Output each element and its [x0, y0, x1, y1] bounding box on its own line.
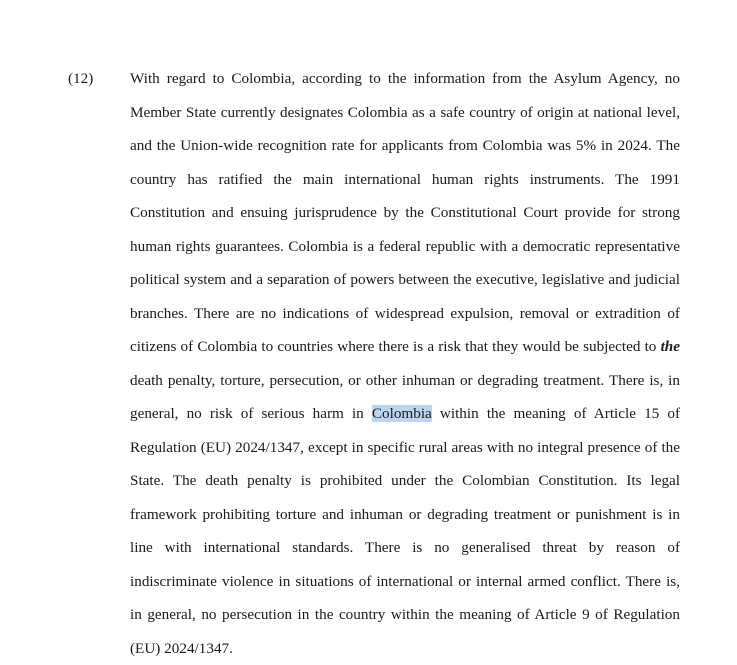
recital-paragraph [68, 62, 680, 665]
paragraph-number: (12) [68, 70, 94, 87]
highlighted-word: Colombia [371, 405, 432, 422]
text-run-2: death penalty, torture, persecution, or other inhuman or degrading treatment. There is, in general, no risk of serious harm in [130, 371, 680, 422]
paragraph-text [130, 62, 680, 665]
emphasised-word: the [660, 338, 680, 355]
text-run-4: within the meaning of Article 15 of Regulation (EU) 2024/1347, except in specific rural areas with no integral presence of the State. The death penalty is prohibited under the Colombian Constitution. Its legal framework prohibiting torture and inhuman or degrading treatment or punishment is in line with international standards. There is no generalised threat by reason of indiscriminate violence in situations of international or internal armed conflict. There is, in general, no persecution in the country within the meaning of Article 9 of Regulation (EU) 2024/1347. [130, 405, 681, 657]
text-run-0: With regard to Colombia, according to the information from the Asylum Agency, no Member State currently designates Colombia as a safe country of origin at national level, and the Union-wide recognition rate for applicants from Colombia was 5% in 2024. The country has ratified the main international human rights instruments. The 1991 Constitution and ensuing jurisprudence by the Constitutional Court provide for strong human rights guarantees. Colombia is a federal republic with a democratic representative political system and a separation of powers between the executive, legislative and judicial branches. There are no indications of widespread expulsion, removal or extradition of citizens of Colombia to countries where there is a risk that they would be subjected to [130, 70, 680, 355]
